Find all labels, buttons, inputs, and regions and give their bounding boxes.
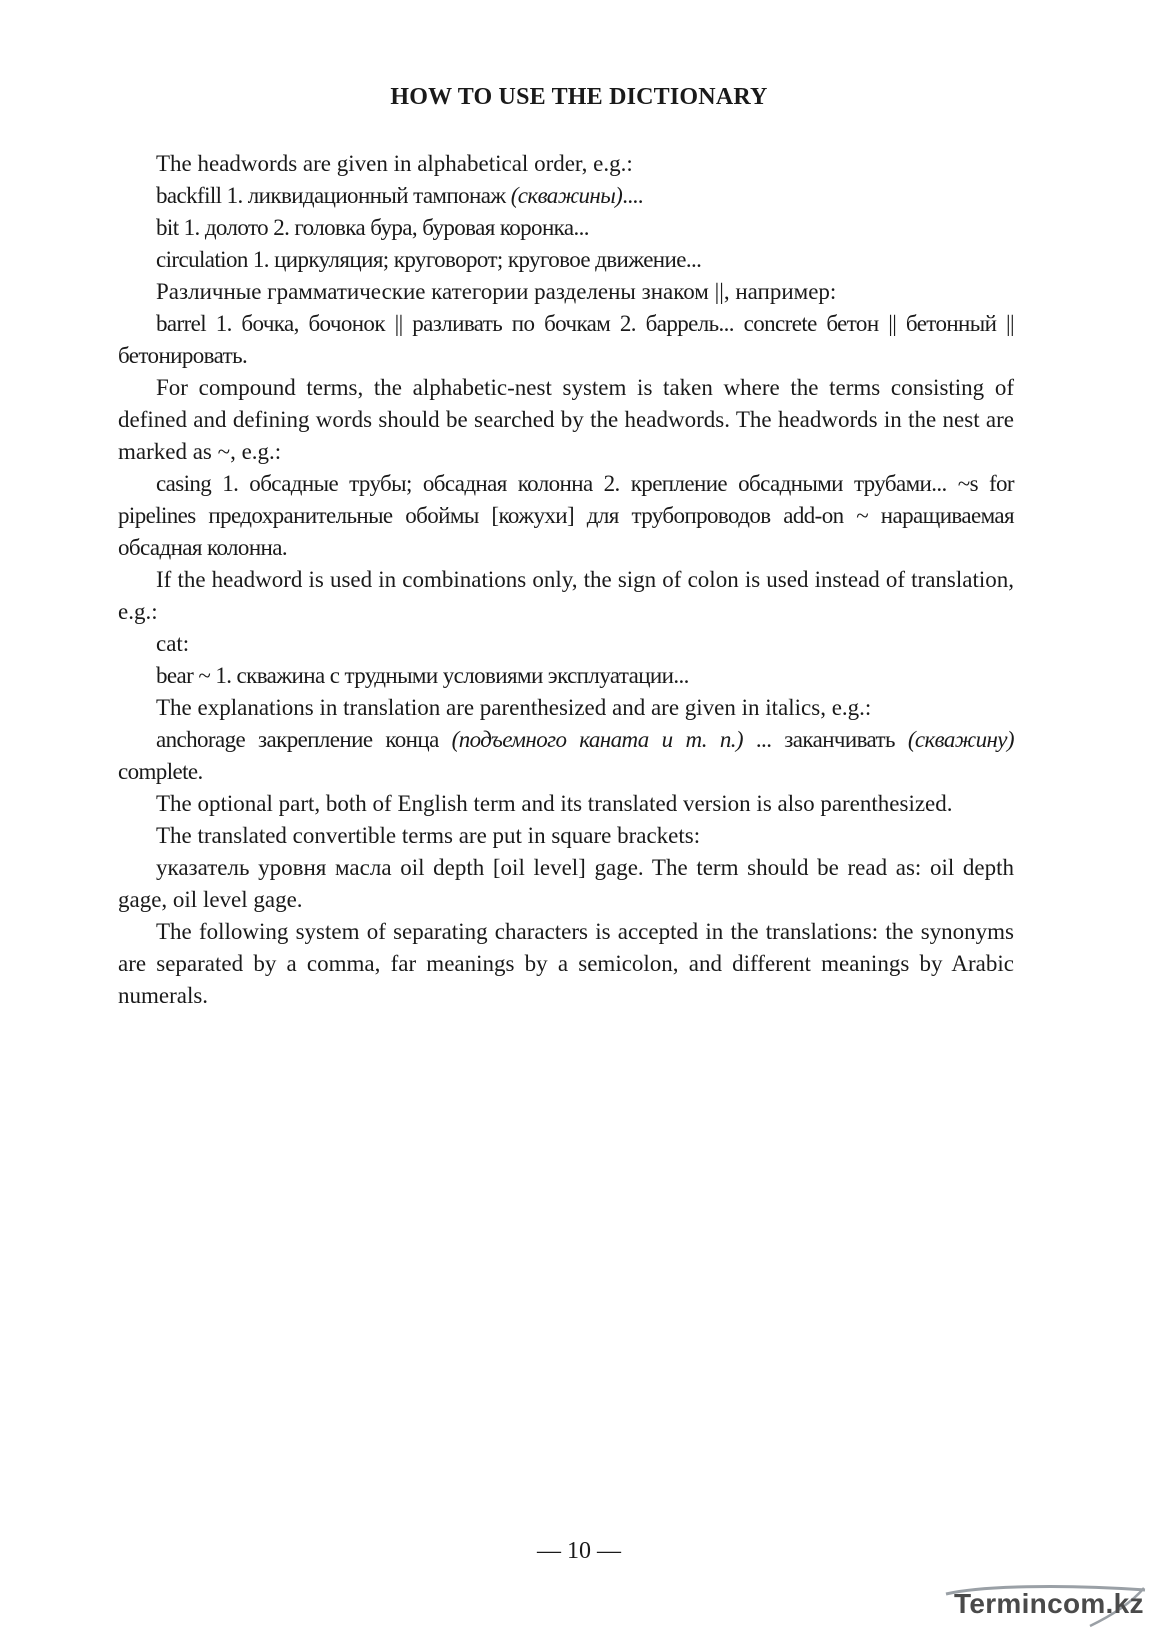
paragraph — [118, 244, 1014, 276]
italic-explanation: (скважину) — [907, 727, 1014, 752]
paragraph — [118, 276, 1014, 308]
paragraph — [118, 468, 1014, 564]
italic-explanation: (подъемного каната и т. п.) — [451, 727, 743, 752]
paragraph — [118, 308, 1014, 372]
text-run: casing 1. обсадные трубы; обсадная колонна 2. крепление обсадными трубами... ~s for pipelines предохранительные обоймы [кожухи] для трубопроводов add-on ~ наращиваемая обсадная колонна. — [118, 471, 1014, 560]
text-run: cat: — [156, 631, 190, 656]
text-run: указатель уровня масла oil depth [oil level] gage. The term should be read as: oil depth gage, oil level gage. — [118, 855, 1014, 912]
text-run: The translated convertible terms are put in square brackets: — [156, 823, 701, 848]
text-run: The headwords are given in alphabetical order, e.g.: — [156, 151, 633, 176]
text-run: ... заканчивать — [742, 727, 908, 752]
text-run: bear ~ 1. скважина с трудными условиями эксплуатации... — [156, 663, 689, 688]
italic-explanation: (скважины) — [510, 183, 623, 208]
text-run: If the headword is used in combinations only, the sign of colon is used instead of translation, e.g.: — [118, 567, 1014, 624]
paragraph — [118, 628, 1014, 660]
text-run: Различные грамматические категории разделены знаком ||, например: — [156, 279, 837, 304]
paragraph — [118, 820, 1014, 852]
text-run: The following system of separating characters is accepted in the translations: the synonyms are separated by a comma, far meanings by a semicolon, and different meanings by Arabic numerals. — [118, 919, 1014, 1008]
text-run: anchorage закрепление конца — [156, 727, 452, 752]
page-number: — 10 — — [537, 1538, 621, 1564]
document-body — [118, 148, 1014, 1012]
paragraph — [118, 852, 1014, 916]
paragraph — [118, 692, 1014, 724]
paragraph — [118, 148, 1014, 180]
paragraph — [118, 660, 1014, 692]
text-run: backfill 1. ликвидационный тампонаж — [156, 183, 511, 208]
paragraph — [118, 788, 1014, 820]
paragraph — [118, 724, 1014, 788]
text-run: bit 1. долото 2. головка бура, буровая коронка... — [156, 215, 589, 240]
text-run: complete. — [118, 759, 203, 784]
page-title: HOW TO USE THE DICTIONARY — [390, 84, 768, 110]
text-run: The explanations in translation are parenthesized and are given in italics, e.g.: — [156, 695, 872, 720]
text-run: The optional part, both of English term and its translated version is also parenthesized. — [156, 791, 953, 816]
text-run: barrel 1. бочка, бочонок || разливать по бочкам 2. баррель... concrete бетон || бетонный || бетонировать. — [118, 311, 1014, 368]
paragraph — [118, 372, 1014, 468]
watermark-text: Termincom.kz — [954, 1588, 1144, 1619]
text-run: .... — [622, 183, 643, 208]
text-run: For compound terms, the alphabetic-nest system is taken where the terms consisting of defined and defining words should be searched by the headwords. The headwords in the nest are marked as ~, e.g.: — [118, 375, 1014, 464]
paragraph — [118, 212, 1014, 244]
paragraph — [118, 564, 1014, 628]
text-run: circulation 1. циркуляция; круговорот; круговое движение... — [156, 247, 702, 272]
watermark-logo — [940, 1584, 1150, 1630]
paragraph — [118, 916, 1014, 1012]
paragraph — [118, 180, 1014, 212]
